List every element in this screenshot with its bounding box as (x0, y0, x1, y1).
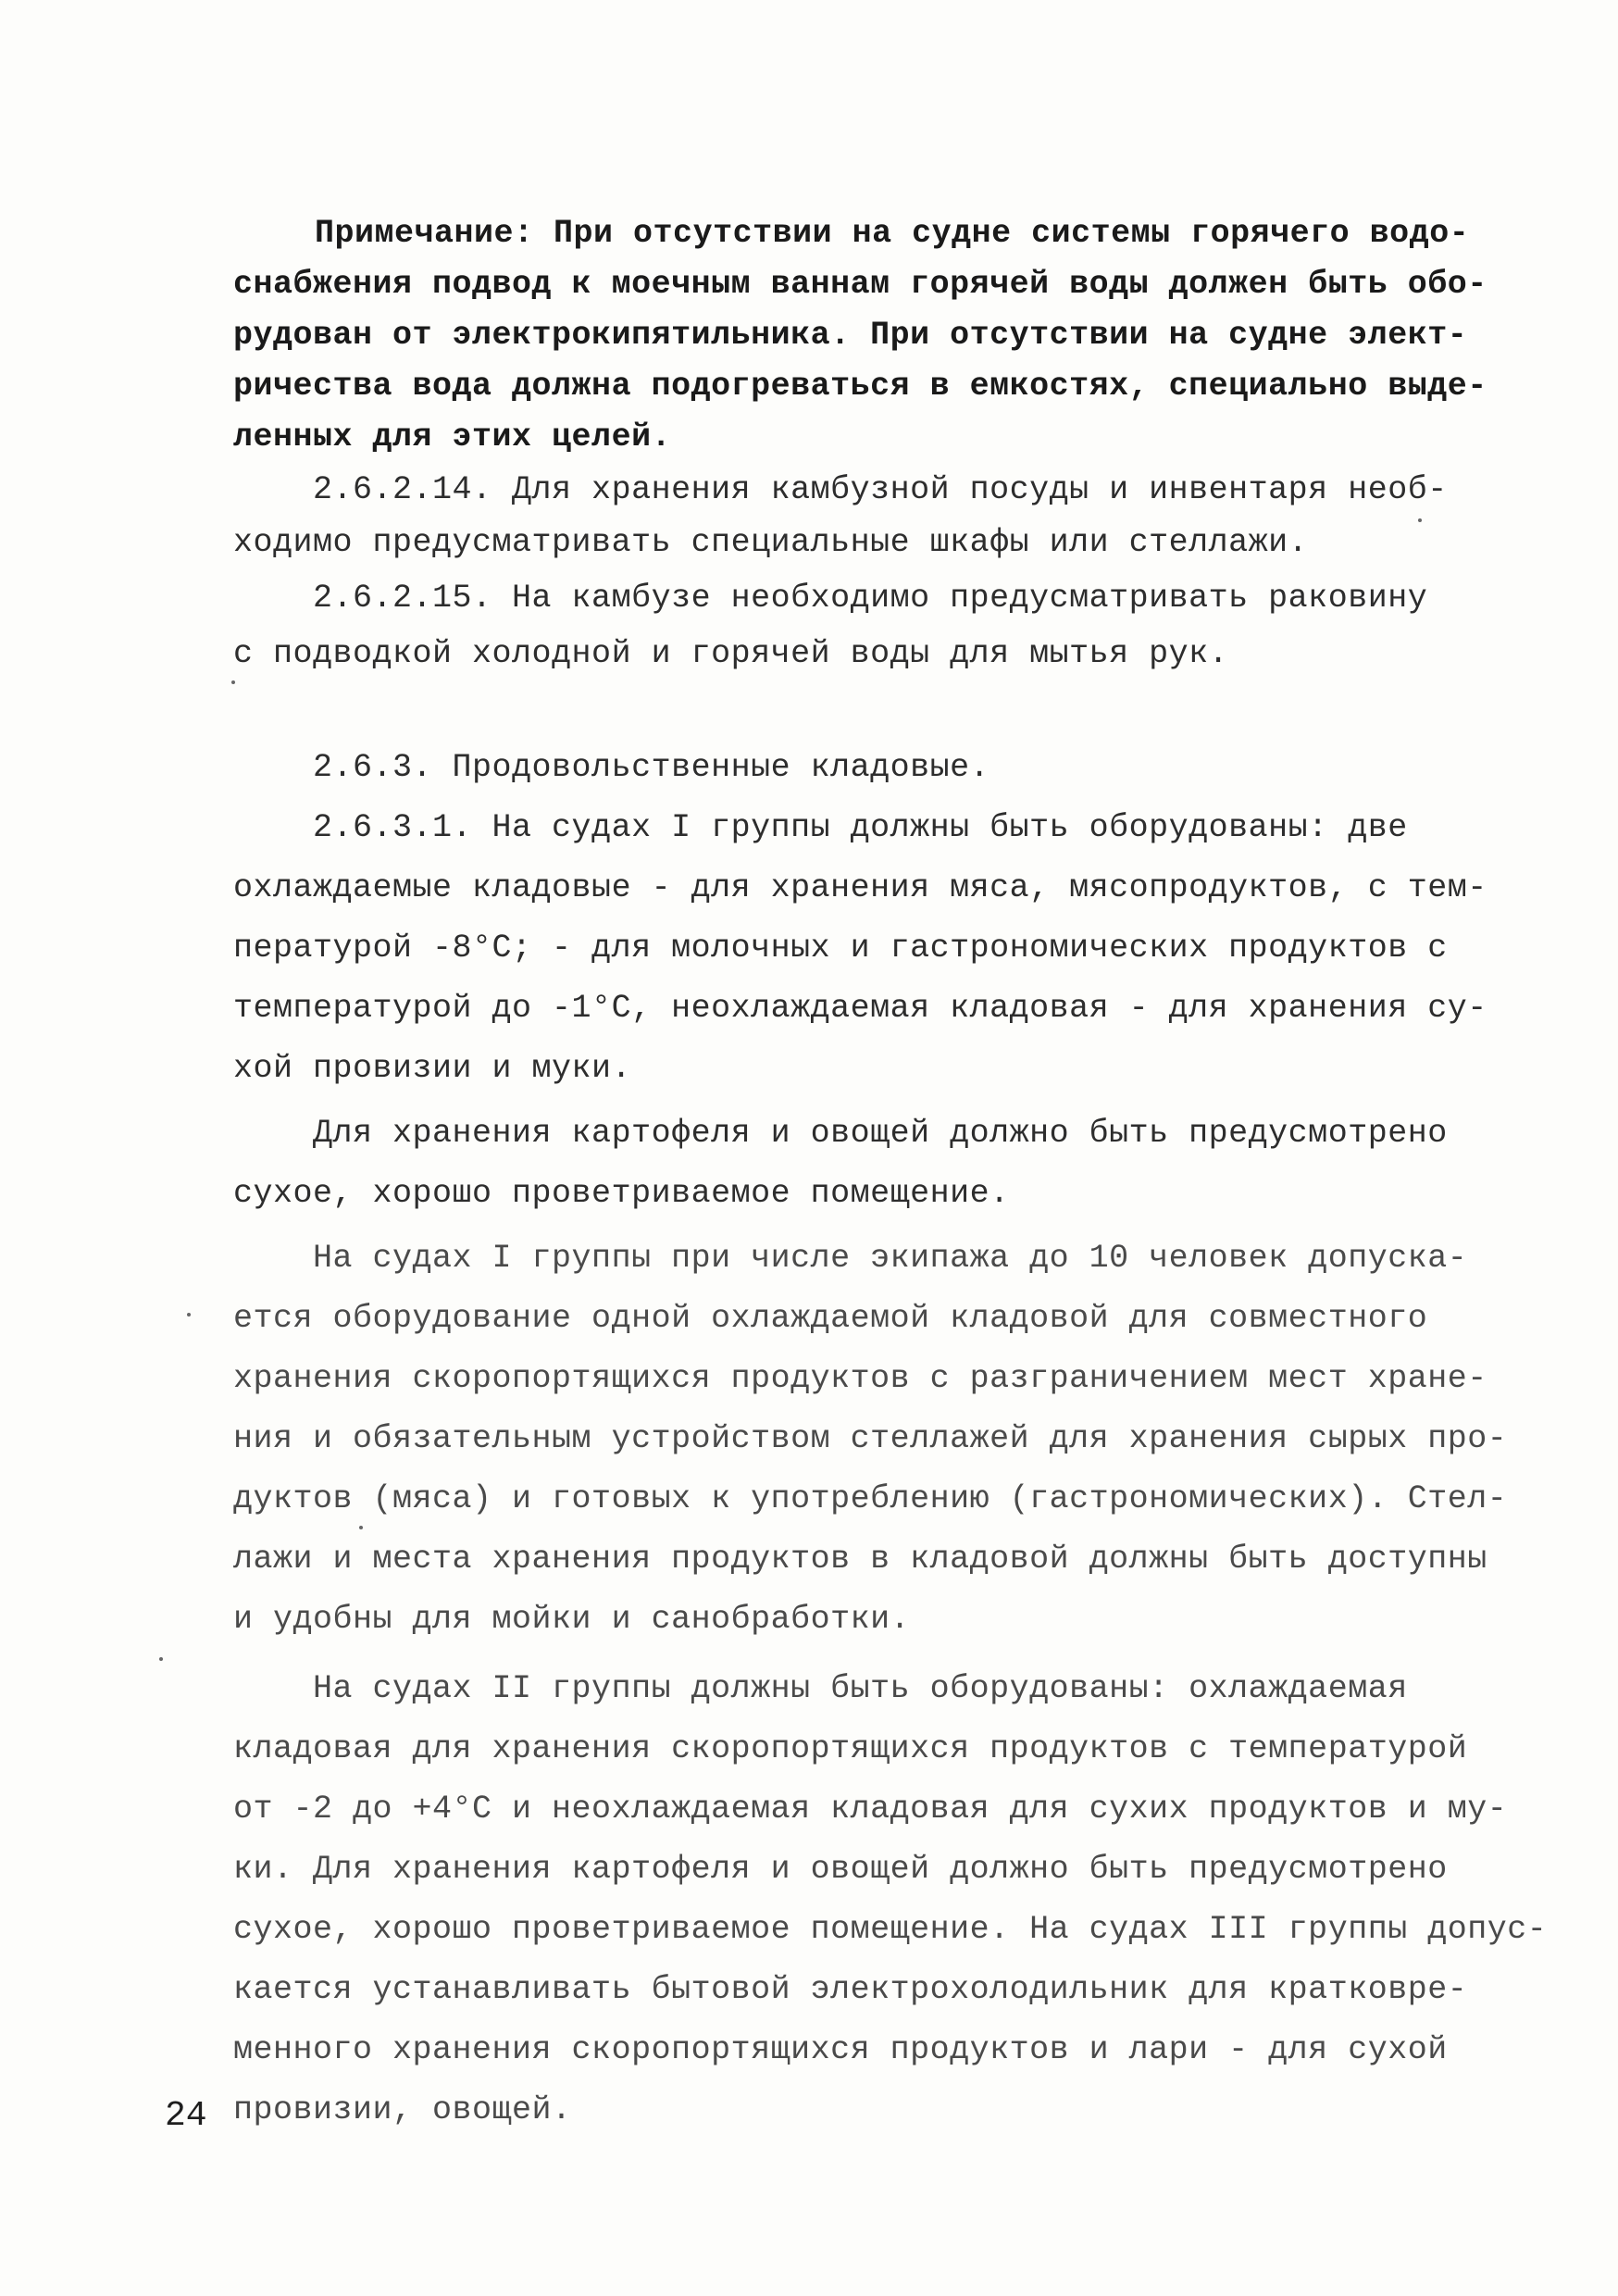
text-line: менного хранения скоропортящихся продуктов и лари - для сухой (233, 2031, 1448, 2068)
text-line: пературой -8°С; - для молочных и гастрономических продуктов с (233, 930, 1448, 967)
text-line: 2.6.3. Продовольственные кладовые. (233, 749, 990, 786)
text-line: сухое, хорошо проветриваемое помещение. (233, 1175, 1010, 1212)
text-line: ния и обязательным устройством стеллажей для хранения сырых про- (233, 1420, 1508, 1457)
text-line: хой провизии и муки. (233, 1050, 632, 1087)
page-number: 24 (165, 2096, 207, 2136)
text-line: 2.6.2.14. Для хранения камбузной посуды и инвентаря необ- (233, 471, 1448, 508)
text-line: от -2 до +4°С и неохлаждаемая кладовая для сухих продуктов и му- (233, 1791, 1508, 1828)
text-line: кается устанавливать бытовой электрохолодильник для кратковре- (233, 1971, 1468, 2008)
text-line: ки. Для хранения картофеля и овощей должно быть предусмотрено (233, 1851, 1448, 1888)
text-line: Примечание: При отсутствии на судне системы горячего водо- (315, 215, 1470, 252)
scan-speck (359, 1526, 363, 1529)
text-line: охлаждаемые кладовые - для хранения мяса, мясопродуктов, с тем- (233, 869, 1487, 906)
text-line: хранения скоропортящихся продуктов с разграничением мест хране- (233, 1360, 1487, 1397)
text-line: дуктов (мяса) и готовых к употреблению (гастрономических). Стел- (233, 1480, 1508, 1517)
text-line: снабжения подвод к моечным ваннам горячей воды должен быть обо- (233, 266, 1487, 303)
text-line: рудован от электрокипятильника. При отсутствии на судне элект- (233, 317, 1468, 354)
text-line: На судах II группы должны быть оборудованы: охлаждаемая (233, 1670, 1408, 1707)
text-line: температурой до -1°С, неохлаждаемая кладовая - для хранения су- (233, 990, 1487, 1027)
text-line: 2.6.3.1. На судах I группы должны быть оборудованы: две (233, 809, 1408, 846)
text-line: и удобны для мойки и санобработки. (233, 1601, 911, 1638)
scan-speck (159, 1657, 163, 1661)
text-line: ленных для этих целей. (233, 418, 672, 455)
scan-speck (1418, 518, 1422, 522)
scan-speck (231, 680, 235, 684)
text-line: лажи и места хранения продуктов в кладовой должны быть доступны (233, 1541, 1487, 1578)
text-line: сухое, хорошо проветриваемое помещение. На судах III группы допус- (233, 1911, 1548, 1948)
text-line: провизии, овощей. (233, 2091, 572, 2128)
text-line: ходимо предусматривать специальные шкафы или стеллажи. (233, 524, 1309, 561)
text-line: с подводкой холодной и горячей воды для мытья рук. (233, 635, 1229, 672)
text-line: 2.6.2.15. На камбузе необходимо предусматривать раковину (233, 580, 1428, 617)
scan-speck (187, 1313, 191, 1316)
text-line: кладовая для хранения скоропортящихся продуктов с температурой (233, 1730, 1468, 1767)
text-line: Для хранения картофеля и овощей должно быть предусмотрено (233, 1115, 1448, 1152)
text-line: На судах I группы при числе экипажа до 10 человек допуска- (233, 1240, 1468, 1277)
text-line: ричества вода должна подогреваться в емкостях, специально выде- (233, 368, 1487, 405)
text-line: ется оборудование одной охлаждаемой кладовой для совместного (233, 1300, 1428, 1337)
